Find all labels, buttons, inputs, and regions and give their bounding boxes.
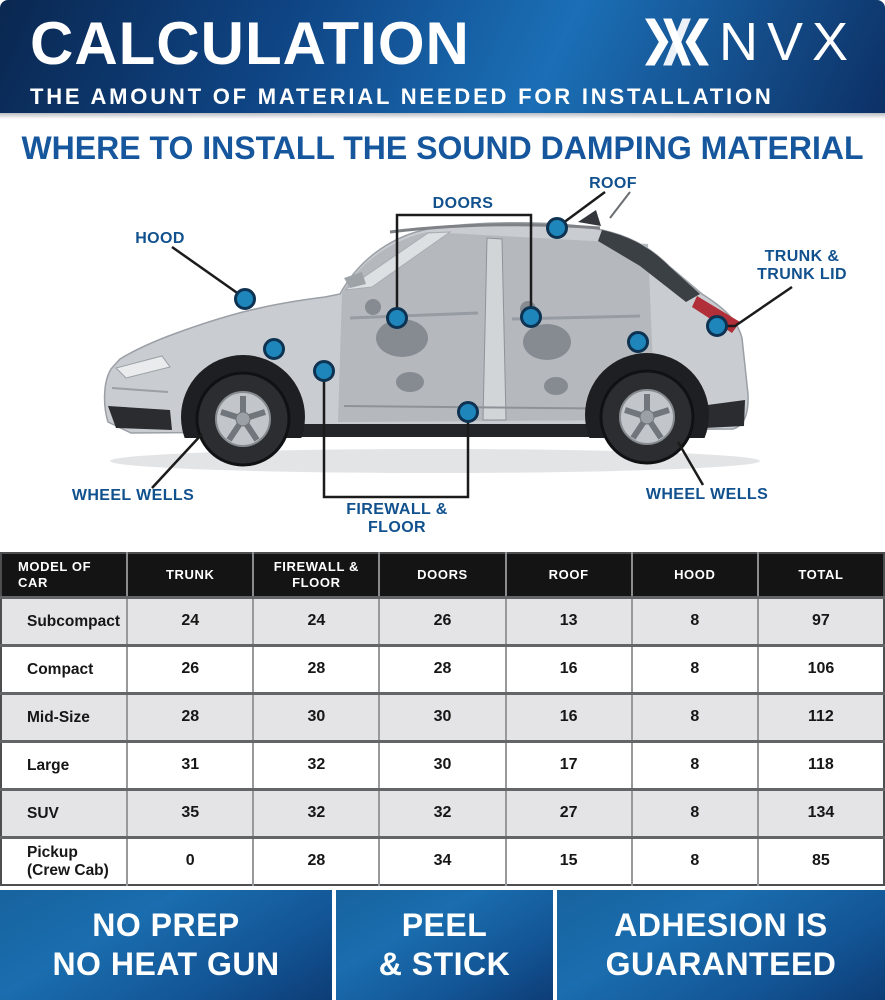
page-title: CALCULATION <box>30 10 470 77</box>
value-cell: 8 <box>632 790 758 838</box>
value-cell: 35 <box>127 790 253 838</box>
dot-firewall <box>315 362 334 381</box>
model-cell: Subcompact <box>1 598 127 646</box>
dot-floor <box>459 403 478 422</box>
rear-wheel <box>601 371 693 463</box>
total-cell: 106 <box>758 646 884 694</box>
table-row-large <box>1 742 884 790</box>
callout-label-hood: HOOD <box>135 230 185 247</box>
value-cell: 24 <box>253 598 379 646</box>
value-cell: 27 <box>506 790 632 838</box>
value-cell: 34 <box>379 838 505 886</box>
car-diagram <box>0 170 885 552</box>
benefit-line: NO HEAT GUN <box>52 946 280 982</box>
dot-rear-wheel-well <box>629 333 648 352</box>
benefit-line: GUARANTEED <box>605 946 837 982</box>
callout-label-wheel-wells-rear: WHEEL WELLS <box>645 486 769 503</box>
value-cell: 13 <box>506 598 632 646</box>
model-cell: Large <box>1 742 127 790</box>
total-cell: 134 <box>758 790 884 838</box>
dot-rear-door <box>522 308 541 327</box>
value-cell: 32 <box>379 790 505 838</box>
model-cell: Compact <box>1 646 127 694</box>
benefit-peel-stick <box>336 890 553 1000</box>
brand-logo <box>645 12 857 72</box>
value-cell: 8 <box>632 646 758 694</box>
header-cell-trunk: TRUNK <box>127 553 253 598</box>
brand-name: NVX <box>718 12 857 72</box>
benefit-line: PEEL <box>401 906 488 943</box>
model-cell: SUV <box>1 790 127 838</box>
roof-antenna-fin <box>578 210 601 226</box>
total-cell: 97 <box>758 598 884 646</box>
table-row-subcompact <box>1 598 884 646</box>
diagram-title: WHERE TO INSTALL THE SOUND DAMPING MATERIAL <box>21 130 864 166</box>
header-cell-doors: DOORS <box>379 553 505 598</box>
value-cell: 8 <box>632 838 758 886</box>
dot-roof <box>548 219 567 238</box>
callout-label-wheel-wells-front: WHEEL WELLS <box>71 487 195 504</box>
dot-hood <box>236 290 255 309</box>
value-cell: 16 <box>506 646 632 694</box>
hood-line <box>172 247 243 297</box>
table-row-pickup <box>1 838 884 886</box>
value-cell: 8 <box>632 742 758 790</box>
value-cell: 30 <box>379 742 505 790</box>
value-cell: 32 <box>253 742 379 790</box>
value-cell: 8 <box>632 598 758 646</box>
value-cell: 28 <box>253 838 379 886</box>
dot-front-door <box>388 309 407 328</box>
table-row-suv <box>1 790 884 838</box>
value-cell: 28 <box>253 646 379 694</box>
value-cell: 26 <box>127 646 253 694</box>
callout-label-doors: DOORS <box>432 195 494 212</box>
header-cell-roof: ROOF <box>506 553 632 598</box>
callout-label-firewall-floor: FIREWALL & FLOOR <box>346 501 448 536</box>
total-cell: 112 <box>758 694 884 742</box>
model-cell: Mid-Size <box>1 694 127 742</box>
model-cell: Pickup (Crew Cab) <box>1 838 127 886</box>
front-wheel <box>197 373 289 465</box>
page-subtitle: THE AMOUNT OF MATERIAL NEEDED FOR INSTALLATION <box>30 84 774 109</box>
header-cell-firewall-floor: FIREWALL & FLOOR <box>253 553 379 598</box>
table-header-row <box>1 553 884 598</box>
value-cell: 0 <box>127 838 253 886</box>
callout-label-roof: ROOF <box>589 175 637 192</box>
callout-label-trunk: TRUNK & TRUNK LID <box>757 248 847 283</box>
header-cell-total: TOTAL <box>758 553 884 598</box>
value-cell: 16 <box>506 694 632 742</box>
value-cell: 15 <box>506 838 632 886</box>
value-cell: 17 <box>506 742 632 790</box>
value-cell: 30 <box>379 694 505 742</box>
materials-table <box>0 552 885 886</box>
value-cell: 8 <box>632 694 758 742</box>
dot-trunk <box>708 317 727 336</box>
dot-front-wheel-well <box>265 340 284 359</box>
value-cell: 26 <box>379 598 505 646</box>
value-cell: 32 <box>253 790 379 838</box>
value-cell: 30 <box>253 694 379 742</box>
benefit-line: & STICK <box>378 946 511 982</box>
table-row-compact <box>1 646 884 694</box>
header-cell-hood: HOOD <box>632 553 758 598</box>
total-cell: 118 <box>758 742 884 790</box>
materials-table-wrap <box>0 552 885 886</box>
benefit-no-prep <box>0 890 332 1000</box>
footer-benefits-bar <box>0 890 885 1000</box>
benefit-adhesion <box>557 890 885 1000</box>
value-cell: 28 <box>127 694 253 742</box>
value-cell: 24 <box>127 598 253 646</box>
header-banner <box>0 0 885 113</box>
benefit-line: NO PREP <box>92 906 240 943</box>
benefit-line: ADHESION IS <box>614 906 828 943</box>
value-cell: 28 <box>379 646 505 694</box>
total-cell: 85 <box>758 838 884 886</box>
table-row-midsize <box>1 694 884 742</box>
header-cell-model: MODEL OF CAR <box>1 553 127 598</box>
value-cell: 31 <box>127 742 253 790</box>
nvx-logo-icon <box>645 18 709 66</box>
